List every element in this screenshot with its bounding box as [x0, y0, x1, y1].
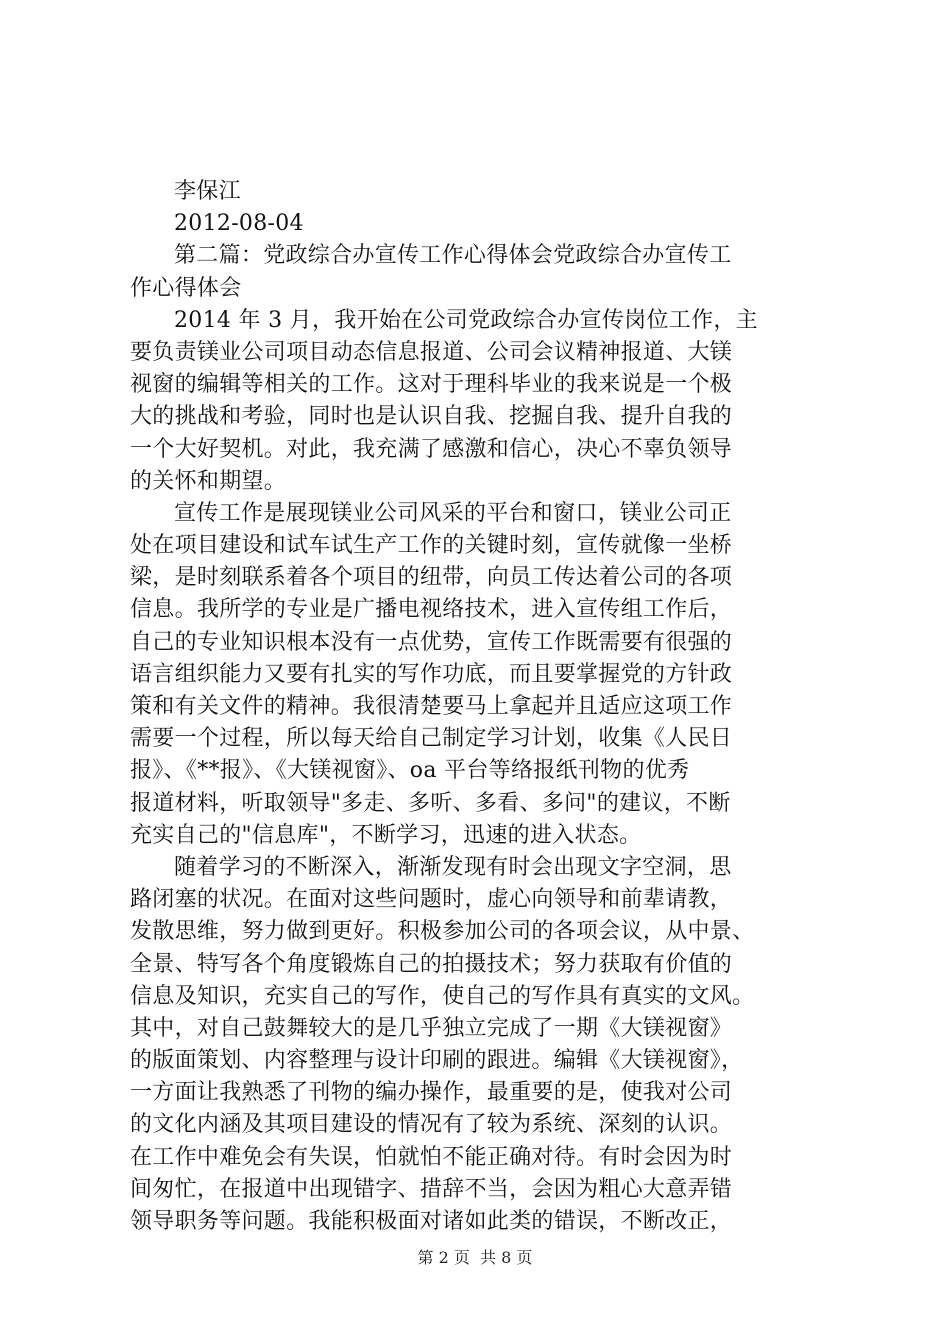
paragraph-1-line: 2014 年 3 月，我开始在公司党政综合办宣传岗位工作，主	[174, 307, 758, 333]
paragraph-1-line: 大的挑战和考验，同时也是认识自我、挖掘自我、提升自我的	[130, 404, 733, 430]
paragraph-2-line: 充实自己的"信息库"，不断学习，迅速的进入状态。	[130, 822, 642, 848]
paragraph-3-line: 全景、特写各个角度锻炼自己的拍摄技术；努力获取有价值的	[130, 951, 733, 977]
page-footer	[0, 1248, 950, 1268]
paragraph-2-line: 自己的专业知识根本没有一点优势，宣传工作既需要有很强的	[130, 629, 733, 655]
paragraph-2-line: 需要一个过程，所以每天给自己制定学习计划，收集《人民日	[130, 726, 733, 752]
author-name: 李保江	[174, 179, 241, 204]
page-number: 第 2 页 共 8 页	[417, 1248, 533, 1267]
paragraph-3-line: 的版面策划、内容整理与设计印刷的跟进。编辑《大镁视窗》，	[130, 1048, 744, 1074]
paragraph-2-line: 报道材料，听取领导"多走、多听、多看、多问"的建议，不断	[130, 790, 731, 816]
paragraph-3-line: 在工作中难免会有失误，怕就怕不能正确对待。有时会因为时	[130, 1144, 733, 1170]
section-title-continued: 作心得体会	[130, 275, 242, 301]
section-title: 第二篇：党政综合办宣传工作心得体会党政综合办宣传工	[174, 243, 732, 269]
paragraph-2-line: 语言组织能力又要有扎实的写作功底，而且要掌握党的方针政	[130, 661, 733, 687]
paragraph-3-line: 路闭塞的状况。在面对这些问题时，虚心向领导和前辈请教，	[130, 887, 733, 913]
paragraph-1-line: 一个大好契机。对此，我充满了感激和信心，决心不辜负领导	[130, 436, 733, 462]
paragraph-3-line: 的文化内涵及其项目建设的情况有了较为系统、深刻的认识。	[130, 1112, 733, 1138]
paragraph-1-line: 的关怀和期望。	[130, 468, 287, 494]
paragraph-2-line: 信息。我所学的专业是广播电视络技术，进入宣传组工作后，	[130, 597, 733, 623]
date-line: 2012-08-04	[174, 211, 304, 237]
paragraph-3-line: 间匆忙，在报道中出现错字、措辞不当，会因为粗心大意弄错	[130, 1176, 733, 1202]
paragraph-3-line: 信息及知识，充实自己的写作，使自己的写作具有真实的文风。	[130, 983, 755, 1009]
paragraph-2-line: 处在项目建设和试车试生产工作的关键时刻，宣传就像一坐桥	[130, 533, 733, 559]
paragraph-2-line: 策和有关文件的精神。我很清楚要马上拿起并且适应这项工作	[130, 694, 733, 719]
paragraph-1-line: 视窗的编辑等相关的工作。这对于理科毕业的我来说是一个极	[130, 372, 733, 398]
paragraph-1-line: 要负责镁业公司项目动态信息报道、公司会议精神报道、大镁	[130, 339, 733, 365]
paragraph-3-line: 随着学习的不断深入，渐渐发现有时会出现文字空洞，思	[174, 854, 732, 880]
paragraph-2-line: 宣传工作是展现镁业公司风采的平台和窗口，镁业公司正	[174, 500, 732, 526]
paragraph-2-line: 报》、《**报》、《大镁视窗》、oa 平台等络报纸刊物的优秀	[130, 758, 690, 784]
paragraph-3-line: 一方面让我熟悉了刊物的编办操作，最重要的是，使我对公司	[130, 1080, 733, 1106]
paragraph-3-line: 领导职务等问题。我能积极面对诸如此类的错误，不断改正，	[130, 1209, 733, 1234]
paragraph-3-line: 其中，对自己鼓舞较大的是几乎独立完成了一期《大镁视窗》	[130, 1015, 733, 1041]
paragraph-2-line: 梁，是时刻联系着各个项目的纽带，向员工传达着公司的各项	[130, 565, 733, 591]
document-body	[130, 176, 834, 1238]
paragraph-3-line: 发散思维，努力做到更好。积极参加公司的各项会议，从中景、	[130, 919, 755, 945]
